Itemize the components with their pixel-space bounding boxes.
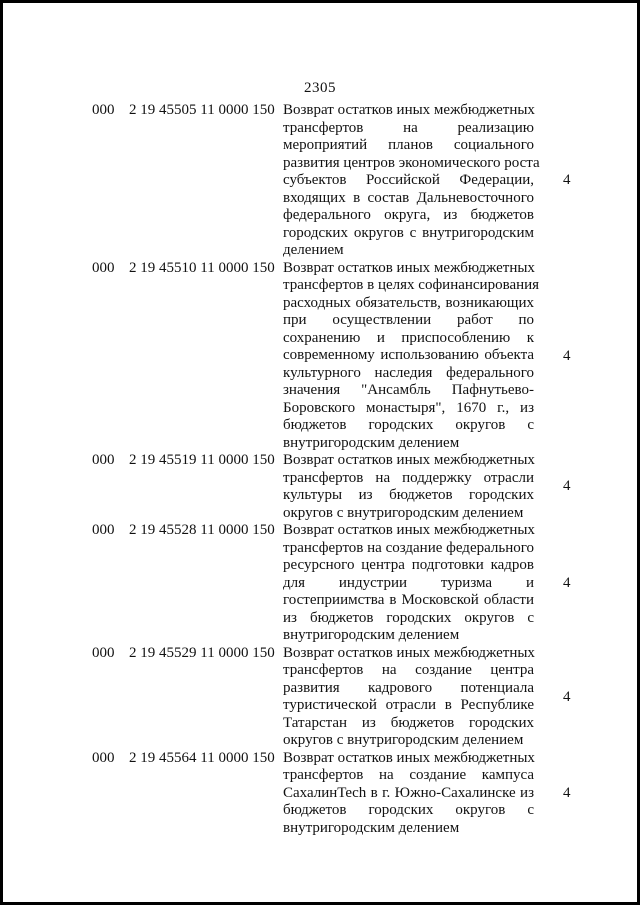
revenue-description <box>283 645 534 750</box>
table-row <box>0 102 640 260</box>
description-line: бюджетов городских округов с <box>283 802 534 818</box>
revenue-description <box>283 102 540 260</box>
amount-value: 4 <box>563 688 571 705</box>
amount-value: 4 <box>563 347 571 364</box>
description-line: расходных обязательств, возникающих <box>283 294 534 311</box>
revenue-description <box>283 259 540 453</box>
description-line: сохранению и приспособлению к <box>283 329 534 346</box>
description-line: городских округов с внутригородским <box>283 224 534 241</box>
description-line: внутригородским делением <box>283 627 460 643</box>
description-line: культурного наследия федерального <box>283 364 534 381</box>
amount-value: 4 <box>563 172 571 188</box>
description-line: трансфертов на создание центра <box>283 662 534 678</box>
description-line: бюджетов городских округов с <box>283 417 534 433</box>
description-line: входящих в состав Дальневосточного <box>283 189 534 206</box>
table-row <box>0 645 640 750</box>
description-line: трансфертов на создание федерального <box>283 539 535 556</box>
amount-value: 4 <box>563 575 571 591</box>
description-line: Возврат остатков иных межбюджетных <box>283 749 535 766</box>
description-line: трансфертов в целях софинансирования <box>283 277 540 293</box>
amount-value: 4 <box>563 478 571 494</box>
admin-code: 000 <box>92 749 115 766</box>
description-line: округов с внутригородским делением <box>283 732 524 748</box>
budget-classification-code: 2 19 45510 11 0000 150 <box>129 259 275 276</box>
description-line: трансфертов на поддержку отрасли <box>283 469 534 486</box>
description-line: федерального округа, из бюджетов <box>283 207 534 223</box>
description-line: Боровского монастыря", 1670 г., из <box>283 399 534 416</box>
page-number: 2305 <box>304 80 336 96</box>
table-row <box>0 452 640 522</box>
description-line: трансфертов на создание кампуса <box>283 767 534 783</box>
description-line: делением <box>283 242 344 258</box>
budget-codes-table <box>0 102 640 837</box>
description-line: значения "Ансамбль Пафнутьево- <box>283 382 534 398</box>
revenue-description <box>283 522 534 645</box>
description-line: СахалинTech в г. Южно-Сахалинске из <box>283 784 534 801</box>
description-line: для индустрии туризма и <box>283 574 534 591</box>
budget-classification-code: 2 19 45505 11 0000 150 <box>129 102 275 118</box>
description-line: Возврат остатков иных межбюджетных <box>283 259 535 276</box>
description-line: культуры из бюджетов городских <box>283 487 534 503</box>
description-line: Возврат остатков иных межбюджетных <box>283 522 535 538</box>
description-line: мероприятий планов социального <box>283 137 534 153</box>
admin-code: 000 <box>92 522 115 538</box>
admin-code: 000 <box>92 102 115 118</box>
description-line: из бюджетов городских округов с <box>283 609 534 626</box>
description-line: при осуществлении работ по <box>283 312 534 328</box>
revenue-description <box>283 452 534 522</box>
description-line: современному использованию объекта <box>283 347 534 363</box>
table-row <box>0 260 640 453</box>
table-row <box>0 750 640 838</box>
admin-code: 000 <box>92 452 115 468</box>
admin-code: 000 <box>92 644 115 661</box>
description-line: округов с внутригородским делением <box>283 504 524 521</box>
description-line: Возврат остатков иных межбюджетных <box>283 644 535 661</box>
description-line: ресурсного центра подготовки кадров <box>283 557 534 573</box>
amount-value: 4 <box>563 784 571 801</box>
table-row <box>0 522 640 645</box>
revenue-description <box>283 750 534 838</box>
description-line: внутригородским делением <box>283 434 460 451</box>
description-line: гостеприимства в Московской области <box>283 592 534 608</box>
description-line: внутригородским делением <box>283 819 460 836</box>
description-line: трансфертов на реализацию <box>283 119 534 136</box>
description-line: развития центров экономического роста <box>283 154 540 171</box>
description-line: субъектов Российской Федерации, <box>283 172 534 188</box>
budget-classification-code: 2 19 45519 11 0000 150 <box>129 452 275 468</box>
budget-classification-code: 2 19 45528 11 0000 150 <box>129 522 275 538</box>
description-line: Возврат остатков иных межбюджетных <box>283 102 535 118</box>
budget-classification-code: 2 19 45564 11 0000 150 <box>129 749 275 766</box>
description-line: Татарстан из бюджетов городских <box>283 714 534 731</box>
description-line: развития кадрового потенциала <box>283 679 534 696</box>
description-line: Возврат остатков иных межбюджетных <box>283 452 535 468</box>
admin-code: 000 <box>92 259 115 276</box>
budget-classification-code: 2 19 45529 11 0000 150 <box>129 644 275 661</box>
description-line: туристической отрасли в Республике <box>283 697 534 713</box>
